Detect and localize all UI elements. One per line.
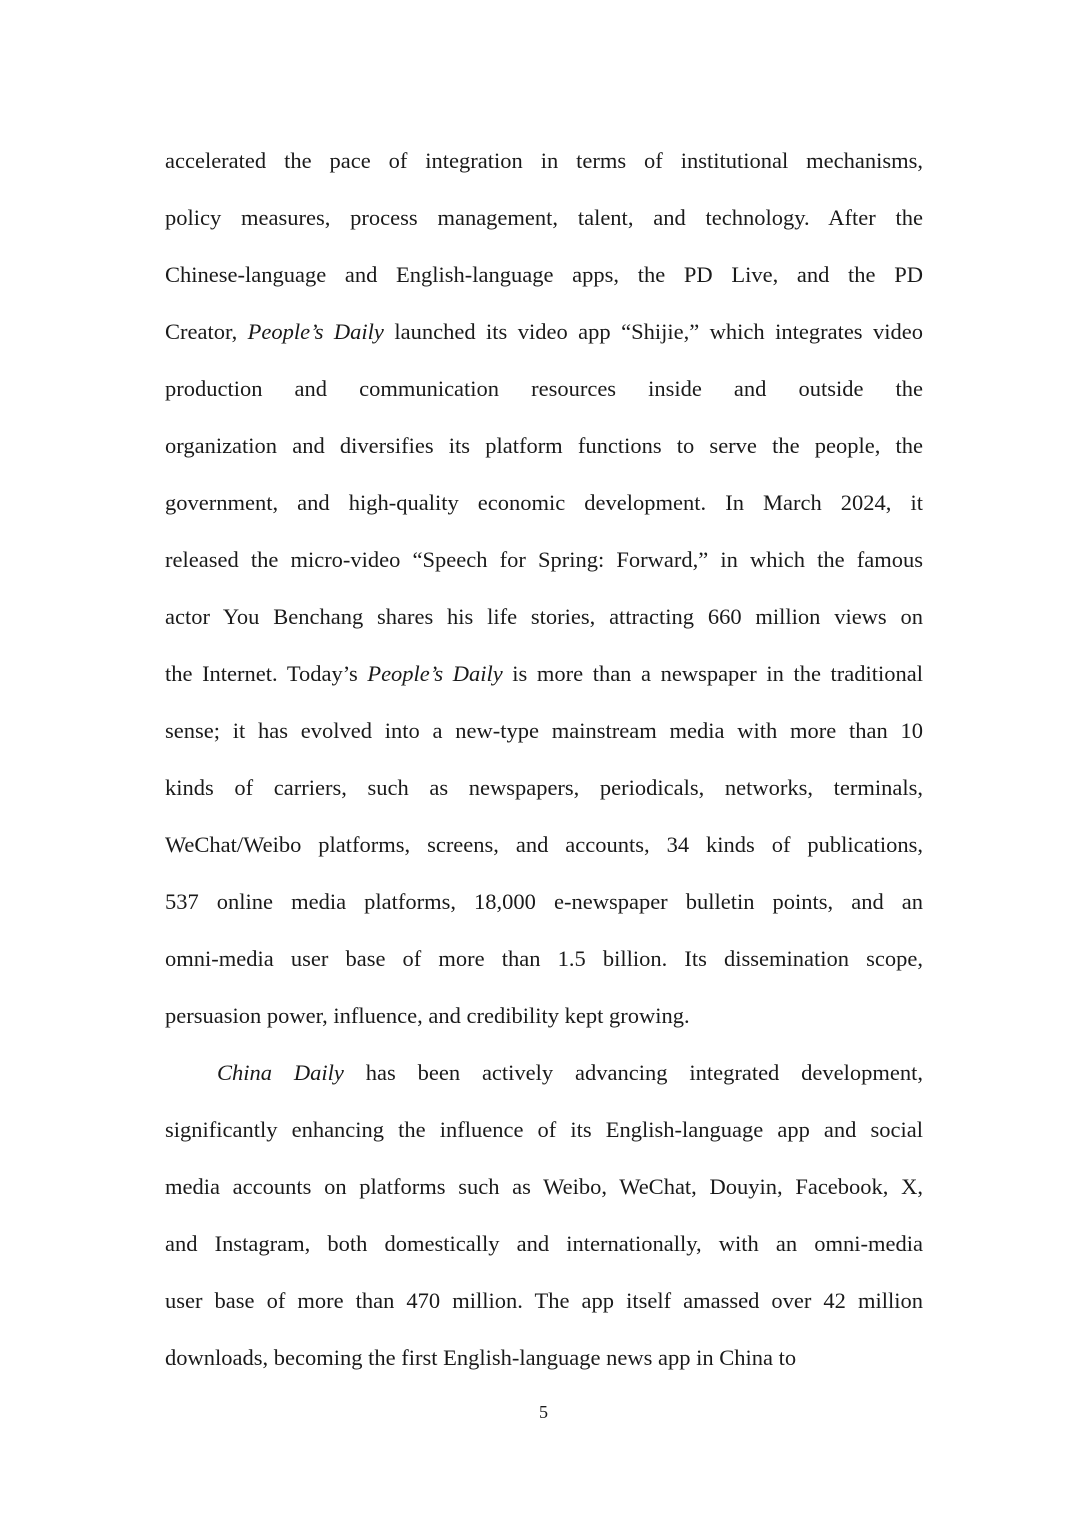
text-run: WeChat/Weibo platforms, screens, and accounts, 34 kinds of publications, xyxy=(165,832,923,857)
text-run: and Instagram, both domestically and internationally, with an omni-media xyxy=(165,1231,923,1256)
text-run: Chinese-language and English-language apps, the PD Live, and the PD xyxy=(165,262,923,287)
text-line xyxy=(165,825,923,882)
body-text xyxy=(165,141,923,1395)
text-run: media accounts on platforms such as Weibo, WeChat, Douyin, Facebook, X, xyxy=(165,1174,923,1199)
text-run: 537 online media platforms, 18,000 e-newspaper bulletin points, and an xyxy=(165,889,923,914)
text-line xyxy=(165,540,923,597)
text-run: launched its video app “Shijie,” which integrates video xyxy=(383,319,924,344)
text-run: government, and high-quality economic development. In March 2024, it xyxy=(165,490,923,515)
text-run: sense; it has evolved into a new-type mainstream media with more than 10 xyxy=(165,718,923,743)
text-run: policy measures, process management, talent, and technology. After the xyxy=(165,205,923,230)
text-line xyxy=(165,996,923,1053)
text-run: actor You Benchang shares his life stories, attracting 660 million views on xyxy=(165,604,923,629)
text-run: released the micro-video “Speech for Spring: Forward,” in which the famous xyxy=(165,547,923,572)
text-line xyxy=(165,369,923,426)
text-line xyxy=(165,1110,923,1167)
text-line xyxy=(165,882,923,939)
text-line xyxy=(165,312,923,369)
text-line xyxy=(165,255,923,312)
text-line xyxy=(165,939,923,996)
text-line xyxy=(165,768,923,825)
text-line xyxy=(165,1338,923,1395)
italic-title: China Daily xyxy=(217,1060,344,1085)
page-number: 5 xyxy=(539,1402,548,1422)
italic-title: People’s Daily xyxy=(247,319,384,344)
text-run: accelerated the pace of integration in terms of institutional mechanisms, xyxy=(165,148,923,173)
text-line xyxy=(165,483,923,540)
text-line xyxy=(165,597,923,654)
text-run: omni-media user base of more than 1.5 billion. Its dissemination scope, xyxy=(165,946,923,971)
text-run: downloads, becoming the first English-language news app in China to xyxy=(165,1345,797,1370)
paragraph xyxy=(165,1053,923,1395)
italic-title: People’s Daily xyxy=(367,661,503,686)
text-line xyxy=(165,1281,923,1338)
text-line xyxy=(165,198,923,255)
text-line xyxy=(165,711,923,768)
text-line xyxy=(165,1053,923,1110)
text-run: organization and diversifies its platform functions to serve the people, the xyxy=(165,433,923,458)
text-run: significantly enhancing the influence of its English-language app and social xyxy=(165,1117,923,1142)
paragraph xyxy=(165,141,923,1053)
text-line xyxy=(165,426,923,483)
text-run: production and communication resources inside and outside the xyxy=(165,376,923,401)
text-run: the Internet. Today’s xyxy=(165,661,368,686)
text-run: is more than a newspaper in the traditional xyxy=(502,661,923,686)
text-run: Creator, xyxy=(165,319,248,344)
text-line xyxy=(165,141,923,198)
text-run: has been actively advancing integrated development, xyxy=(343,1060,924,1085)
text-line xyxy=(165,654,923,711)
text-line xyxy=(165,1224,923,1281)
text-run: persuasion power, influence, and credibility kept growing. xyxy=(165,1003,690,1028)
text-run: kinds of carriers, such as newspapers, periodicals, networks, terminals, xyxy=(165,775,923,800)
text-run: user base of more than 470 million. The app itself amassed over 42 million xyxy=(165,1288,923,1313)
text-line xyxy=(165,1167,923,1224)
